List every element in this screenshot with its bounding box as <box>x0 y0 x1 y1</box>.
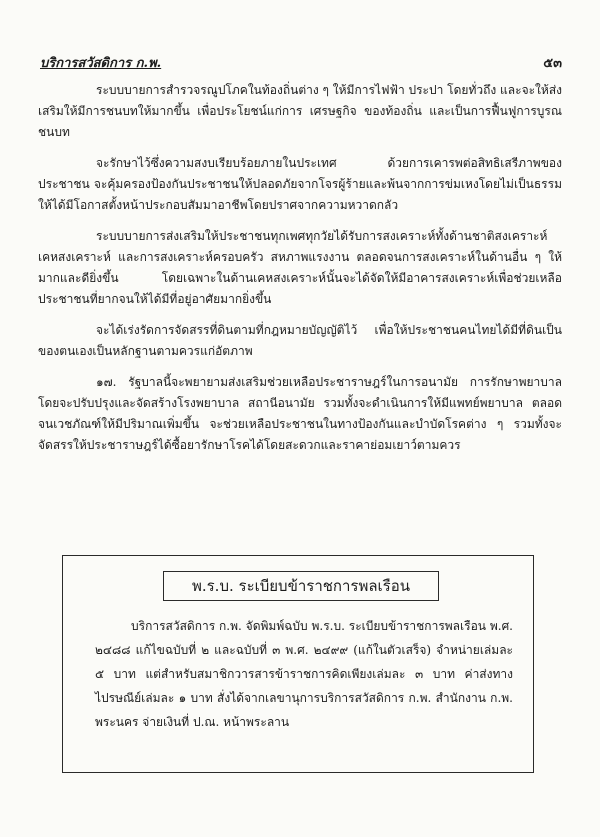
body-text <box>38 80 562 466</box>
running-title: บริการสวัสดิการ ก.พ. <box>40 56 162 71</box>
notice-text: บริการสวัสดิการ ก.พ. จัดพิมพ์ฉบับ พ.ร.บ. ระเบียบข้าราชการพลเรือน พ.ศ. ๒๔๘๘ แก้ไขฉบับที่ ๒ และฉบับที่ ๓ พ.ศ. ๒๔๙๙ (แก้ในตัวเสร็จ) จำหน่ายเล่มละ ๕ บาท แต่สำหรับสมาชิกวารสารข้าราชการคิดเพียงเล่มละ ๓ บาท ค่าส่งทางไปรษณีย์เล่มละ ๑ บาท สั่งได้จากเลขานุการบริการสวัสดิการ ก.พ. สำนักงาน ก.พ. พระนคร จ่ายเงินที่ ป.ณ. หน้าพระลาน <box>95 619 513 729</box>
paragraph-land: จะได้เร่งรัดการจัดสรรที่ดินตามที่กฎหมายบัญญัติไว้ เพื่อให้ประชาชนคนไทยได้มีที่ดินเป็นของตนเองเป็นหลักฐานตามควรแก่อัตภาพ <box>38 323 562 358</box>
page-number: ๕๓ <box>543 56 562 71</box>
notice-title: พ.ร.บ. ระเบียบข้าราชการพลเรือน <box>163 571 439 601</box>
paragraph-utilities: ระบบบายการสำรวจรณูปโภคในท้องถิ่นต่าง ๆ ให้มีการไฟฟ้า ประปา โดยทั่วถึง และจะให้ส่งเสริมให้มีการชนบทให้มากขึ้น เพื่อประโยชน์แก่การ เศรษฐกิจ ของท้องถิ่น และเป็นการฟื้นฟูการบูรณชนบท <box>38 83 562 139</box>
paragraph-welfare: ระบบบายการส่งเสริมให้ประชาชนทุกเพศทุกวัยได้รับการสงเคราะห์ทั้งด้านชาติสงเคราะห์ เคหสงเคราะห์ และการสงเคราะห์ครอบครัว สหภาพแรงงาน ตลอดจนการสงเคราะห์ในด้านอื่น ๆ ให้มากและดียิ่งขึ้น โดยเฉพาะในด้านเคหสงเคราะห์นั้นจะได้จัดให้มีอาคารสงเคราะห์เพื่อช่วยเหลือประชาชนที่ยากจนให้ได้มีที่อยู่อาศัยมากยิ่งขึ้น <box>38 229 562 306</box>
page-header <box>40 52 562 74</box>
notice-box <box>62 555 534 773</box>
paragraph-public-order: จะรักษาไว้ซึ่งความสงบเรียบร้อยภายในประเทศ ด้วยการเคารพต่อสิทธิเสรีภาพของประชาชน จะคุ้มครองป้องกันประชาชนให้ปลอดภัยจากโจรผู้ร้ายและพ้นจากการข่มเหงโดยไม่เป็นธรรม ให้ได้มีโอกาสตั้งหน้าประกอบสัมมาอาชีพโดยปราศจากความหวาดกลัว <box>38 156 562 212</box>
notice-body <box>95 614 513 734</box>
paragraph-health: ๑๗. รัฐบาลนี้จะพยายามส่งเสริมช่วยเหลือประชาราษฎร์ในการอนามัย การรักษาพยาบาล โดยจะปรับปรุงและจัดสร้างโรงพยาบาล สถานีอนามัย รวมทั้งจะดำเนินการให้มีแพทย์พยาบาล ตลอดจนเวชภัณฑ์ให้มีปริมาณเพิ่มขึ้น จะช่วยเหลือประชาชนในทางป้องกันและบำบัดโรคต่าง ๆ รวมทั้งจะจัดสรรให้ประชาราษฎร์ได้ซื้อยารักษาโรคได้โดยสะดวกและราคาย่อมเยาว์ตามควร <box>38 375 562 452</box>
